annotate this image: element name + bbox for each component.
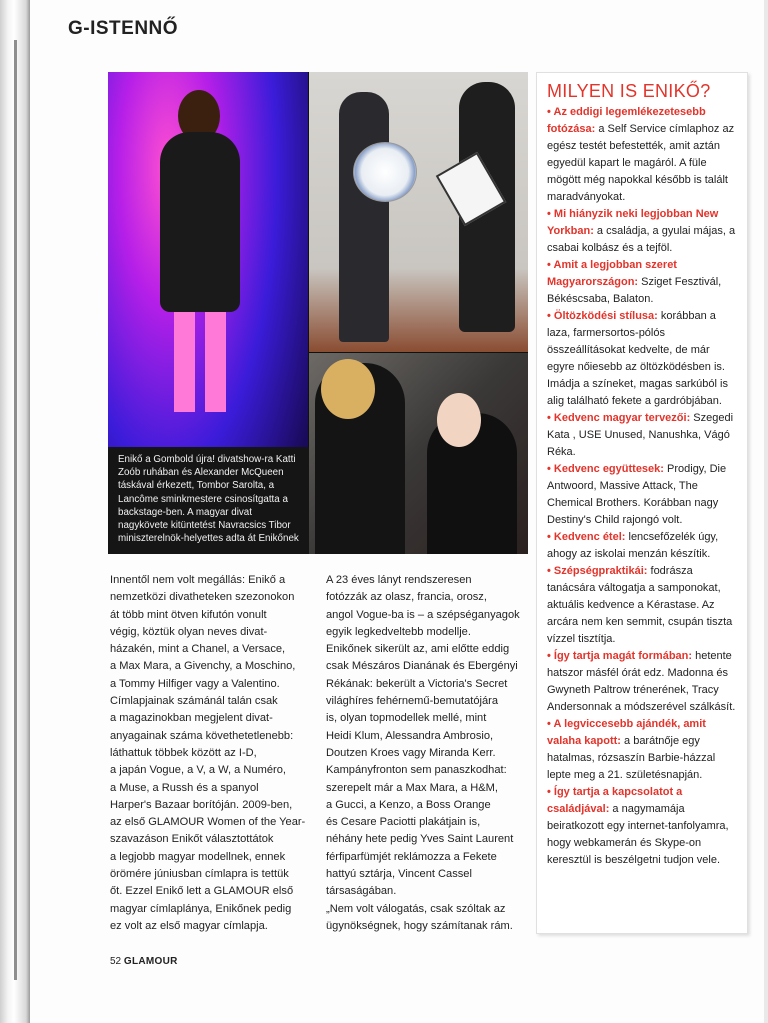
section-title: G-ISTENNŐ bbox=[68, 18, 179, 39]
sidebar-item-text: korábban a laza, farmersortos-pólós összeállításokat kedvelte, de már egyre nőiesebb az öltözködésben is. Imádja a színeket, magas sarkúból is alig található fekete a gardróbjában. bbox=[547, 310, 728, 407]
sidebar-item bbox=[547, 308, 739, 410]
photo-figure-legs bbox=[174, 312, 226, 412]
sidebar-item-label: • Az eddigi legemlékezetesebb fotózása: bbox=[547, 106, 706, 135]
sidebar-item-text: Sziget Fesztivál, Békéscsaba, Balaton. bbox=[547, 276, 722, 305]
sidebar-item-text: a barátnője egy hatalmas, rózsaszín Barbie-házzal lepte meg a 21. születésnapján. bbox=[547, 735, 716, 781]
photo-award-ceremony bbox=[309, 72, 528, 352]
photo-man-figure bbox=[339, 92, 389, 342]
sidebar-item-text: a nagymamája beiratkozott egy internet-tanfolyamra, hogy webkamerán és Skype-on keresztül is beszélgetni tudjon vele. bbox=[547, 803, 729, 866]
magazine-brand: GLAMOUR bbox=[123, 956, 178, 967]
sidebar-item bbox=[547, 529, 739, 563]
photo-backstage-makeup bbox=[309, 353, 528, 554]
sidebar-item bbox=[547, 716, 739, 784]
sidebar-item-text: a Self Service címlaphoz az egész testét befestették, amit aztán egyedül kapart le magáról. A füle mögött még napokkal később is talált maradványokat. bbox=[547, 123, 735, 203]
page-number: 52 bbox=[110, 956, 122, 967]
page-folio bbox=[110, 956, 178, 967]
sidebar-item bbox=[547, 648, 739, 716]
sidebar-item bbox=[547, 104, 739, 206]
photo-model-face bbox=[437, 393, 481, 447]
sidebar-item bbox=[547, 563, 739, 648]
sidebar-item bbox=[547, 461, 739, 529]
page-gutter bbox=[0, 0, 30, 1023]
sidebar-item-label: • Szépségpraktikái: bbox=[547, 565, 648, 577]
sidebar-item-text: Prodigy, Die Antwoord, Massive Attack, The Chemical Brothers. Korábban nagy Destiny's Child rajongó volt. bbox=[547, 463, 727, 526]
sidebar-item-label: • Kedvenc étel: bbox=[547, 531, 626, 543]
body-text-column-2: A 23 éves lányt rendszeresen fotózzák az olasz, francia, orosz, angol Vogue-ba is – a szépséganyagok egyik legkedveltebb modellje. Enikőnek sikerült az, ami előtte eddig csak Mészáros Dianának és Ebergényi Rékának: bekerült a Victoria's Secret világhíres fehérnemű-bemutatójára is, olyan topmodellek mellé, mint Heidi Klum, Alessandra Ambrosio, Doutzen Kroes vagy Miranda Kerr. Kampányfronton sem panaszkodhat: szerepelt már a Max Mara, a H&M, a Gucci, a Kenzo, a Boss Orange és Cesare Paciotti plakátjain is, néhány hete pedig Yves Saint Laurent férfiparfümjét reklámozza a Fekete hattyú sztárja, Vincent Cassel társaságában. „Nem volt válogatás, csak szóltak az ügynökségnek, hogy számítanak rám. bbox=[326, 574, 520, 932]
sidebar-item-label: • Amit a legjobban szeret Magyarországon: bbox=[547, 259, 677, 288]
photo-figure-dress bbox=[160, 132, 240, 312]
sidebar-item bbox=[547, 206, 739, 257]
sidebar-item-label: • A legviccesebb ajándék, amit valaha kapott: bbox=[547, 718, 706, 747]
sidebar-item-text: lencsefőzelék úgy, ahogy az iskolai menzán készítik. bbox=[547, 531, 719, 560]
body-text-column-1: Innentől nem volt megállás: Enikő a nemzetközi divatheteken szezonokon át több mint ötven kifutón vonult végig, köztük olyan neves divat- házakén, mint a Chanel, a Versace, a Max Mara, a Givenchy, a Moschino, a Tommy Hilfiger vagy a Valentino. Címlapjainak számánál talán csak a magazinokban megjelent divat- anyagainak száma követhetetlenebb: láthattuk többek között az I-D, a japán Vogue, a V, a W, a Numéro, a Muse, a Russh és a spanyol Harper's Bazaar borítóján. 2009-ben, az első GLAMOUR Women of the Year- szavazáson Enikőt választottátok a legjobb magyar modellnek, ennek örömére júniusban címlapra is tettük őt. Ezzel Enikő lett a GLAMOUR első magyar címlaplánya, Enikőnek pedig ez volt az első magyar címlapja. bbox=[110, 574, 306, 932]
sidebar-item-label: • Mi hiányzik neki legjobban New Yorkban: bbox=[547, 208, 719, 237]
sidebar-title: MILYEN IS ENIKŐ? bbox=[547, 81, 711, 101]
sidebar-item-text: hetente hatszor másfél órát edz. Madonna és Gwyneth Paltrow trénerének, Tracy Andersonnak a módszerével szálkásít. bbox=[547, 650, 736, 713]
photo-collage bbox=[108, 72, 528, 554]
sidebar-item bbox=[547, 784, 739, 869]
sidebar-item bbox=[547, 410, 739, 461]
sidebar-item bbox=[547, 257, 739, 308]
sidebar-item-text: a családja, a gyulai májas, a csabai kolbász és a tejföl. bbox=[547, 225, 736, 254]
magazine-page bbox=[30, 0, 764, 1023]
sidebar-item-label: • Kedvenc magyar tervezői: bbox=[547, 412, 691, 424]
sidebar-box bbox=[536, 72, 748, 934]
sidebar-item-text: Szegedi Kata , USE Unused, Nanushka, Vágó Réka. bbox=[547, 412, 734, 458]
sidebar-item-label: • Így tartja magát formában: bbox=[547, 650, 693, 662]
photo-caption: Enikő a Gombold újra! divatshow-ra Katti Zoób ruhában és Alexander McQueen táskával érkezett, Tombor Sarolta, a Lancôme sminkmestere csinosítgatta a backstage-ben. A magyar divat nagykövete kitüntetést Navracsics Tibor miniszterelnök-helyettes adta át Enikőnek bbox=[108, 447, 309, 554]
sidebar-item-label: • Kedvenc együttesek: bbox=[547, 463, 664, 475]
sidebar-item-label: • Öltözködési stílusa: bbox=[547, 310, 658, 322]
photo-award-plate bbox=[353, 142, 417, 202]
body-column-1 bbox=[110, 572, 322, 935]
sidebar-item-text: fodrásza tanácsára váltogatja a samponokat, aktuális kedvence a Kérastase. Az arcára nem ken semmit, csupán tiszta vízzel tisztítja. bbox=[547, 565, 733, 645]
sidebar-item-label: • Így tartja a kapcsolatot a családjával: bbox=[547, 786, 683, 815]
photo-artist-head bbox=[321, 359, 375, 419]
body-column-2 bbox=[326, 572, 532, 935]
